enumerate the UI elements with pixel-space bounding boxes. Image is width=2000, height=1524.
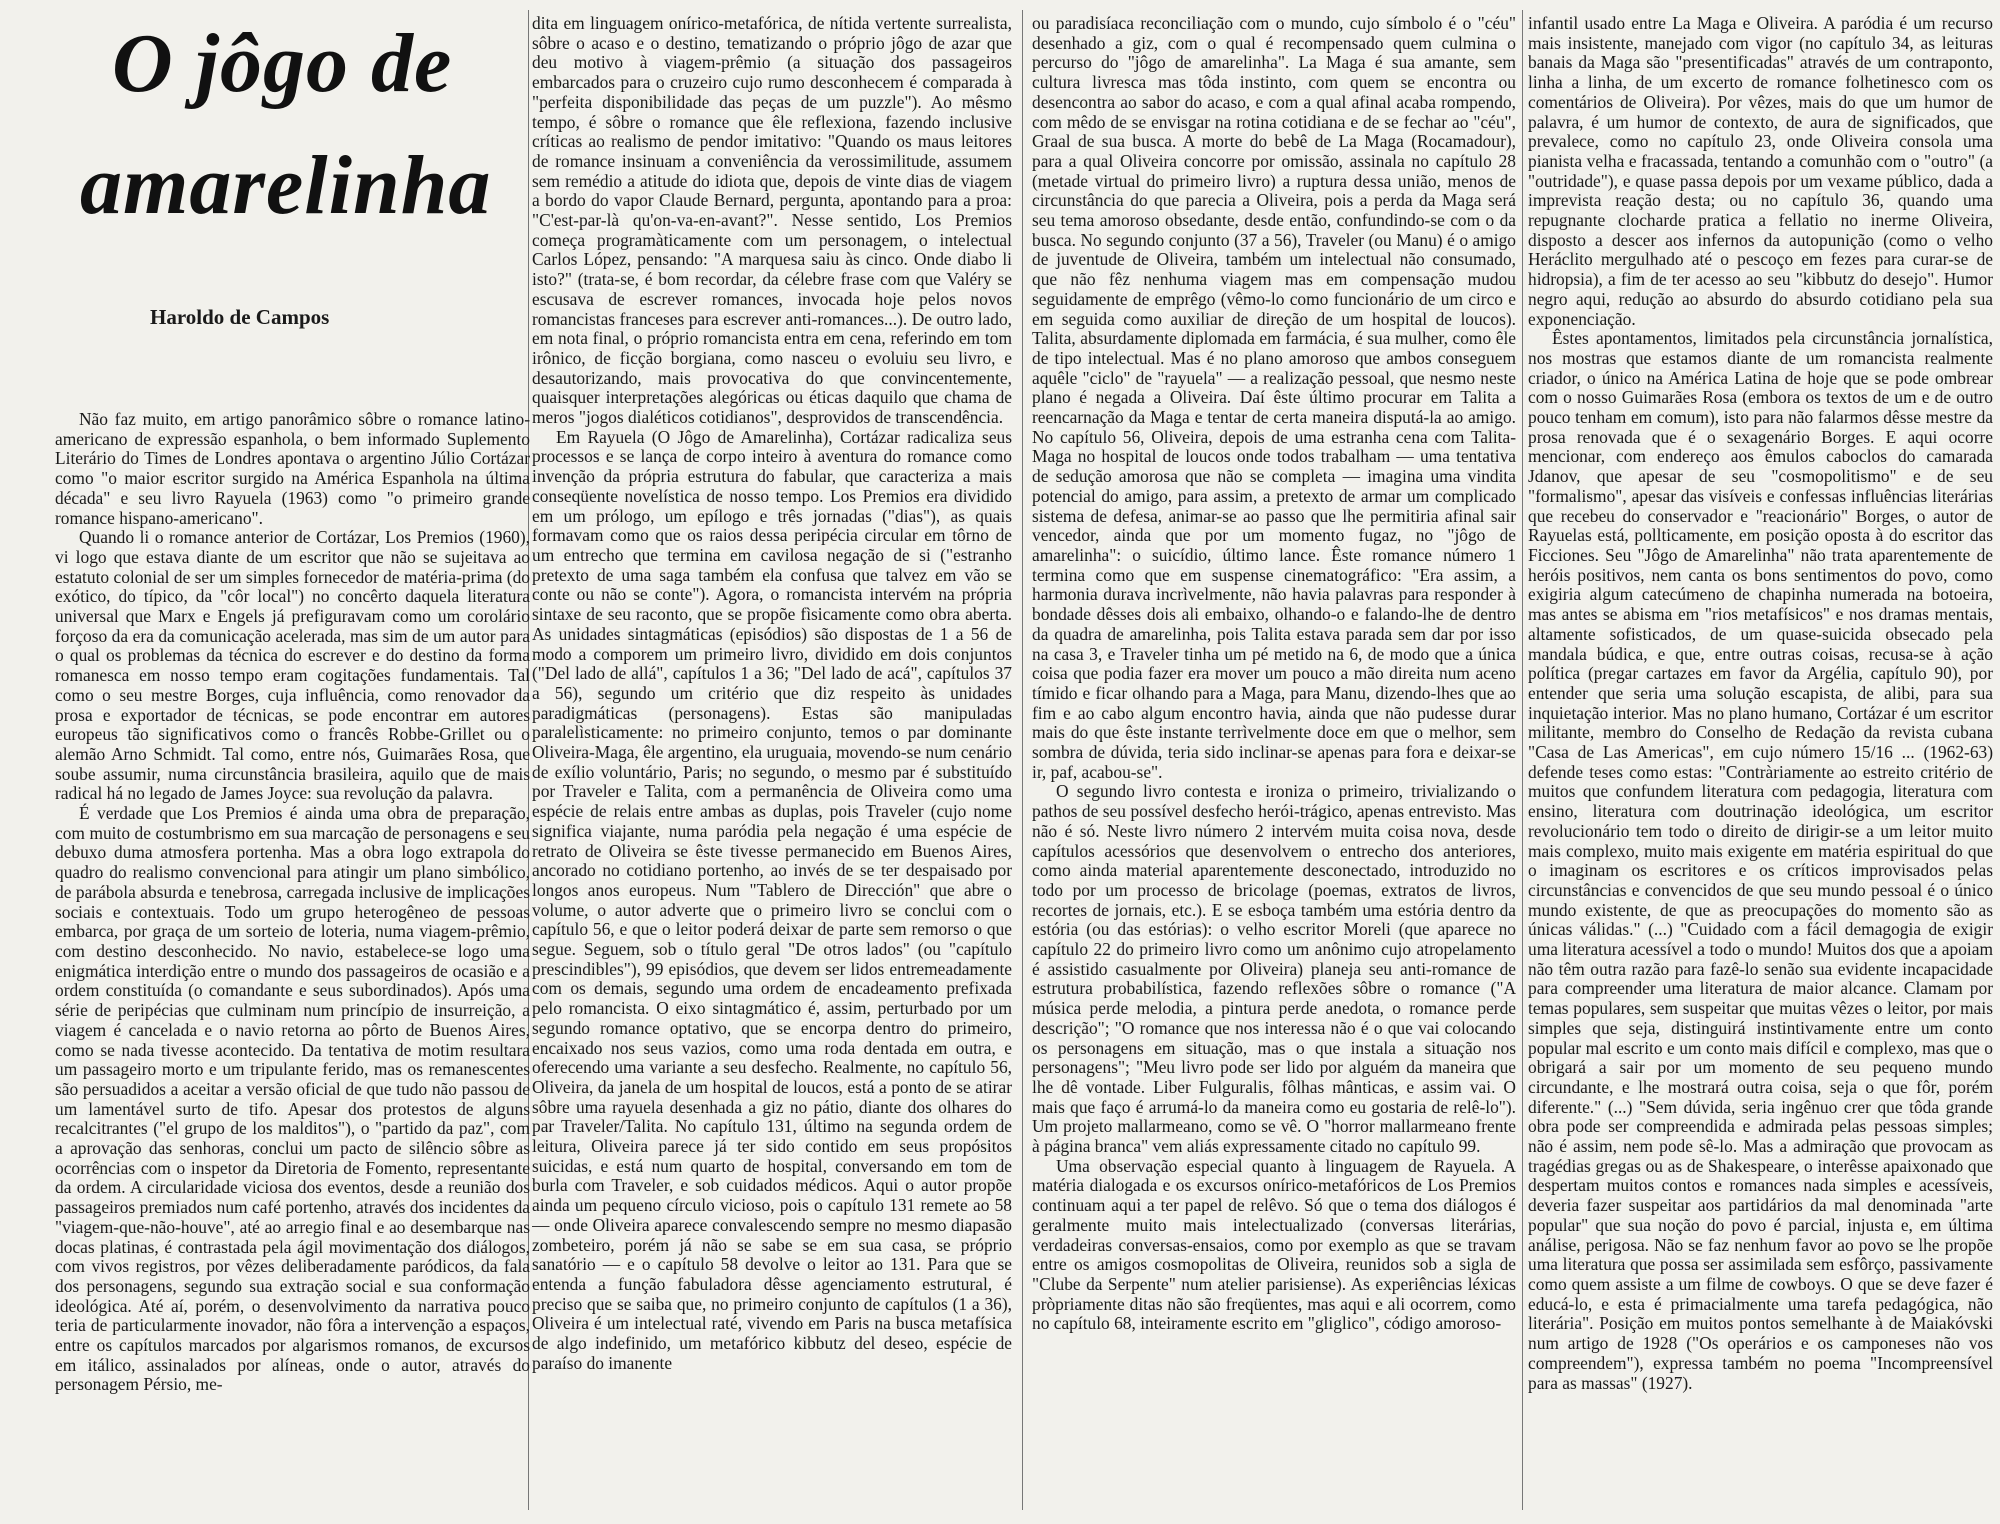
article-title-line-1: O jôgo de bbox=[112, 17, 453, 110]
paragraph: Êstes apontamentos, limitados pela circunstância jornalística, nos mostras que estamos diante de um romancista realmente criador, o único na América Latina de hoje que se pode ombrear com o nosso Guimarães Rosa (embora os textos de um e de outro pouco tenham em comum), isto para não falarmos dêsse mestre da prosa renovada que é o sexagenário Borges. E aqui ocorre mencionar, com endereço aos êmulos caboclos do camarada Jdanov, que apesar de seu "cosmopolitismo" e de seu "formalismo", apesar das visíveis e confessas influências literárias que recebeu do conservador e "reacionário" Borges, o autor de Rayuelas está, pollticamente, em posição oposta à do escritor das Ficciones. Seu "Jôgo de Amarelinha" não trata aparentemente de heróis positivos, nem canta os bons sentimentos do povo, como exigiria algum catecúmeno de chapinha numerada na botoeira, mas antes se abisma em "rios metafísicos" e nos dramas mentais, altamente sofisticados, de um quase-suicida obsecado pela mandala búdica, e que, entre outras coisas, recusa-se à ação política (pregar cartazes em favor da Argélia, capítulo 90), por entender que seria uma solução escapista, de alibi, para sua inquietação interior. Mas no plano humano, Cortázar é um escritor militante, membro do Conselho de Redação da revista cubana "Casa de Las Americas", em cujo número 15/16 ... (1962-63) defende teses como estas: "Contràriamente ao estreito critério de muitos que confundem literatura com pedagogia, literatura com ensino, literatura com doutrinação ideológica, um escritor revolucionário tem todo o direito de dirigir-se a um leitor muito mais complexo, muito mais exigente em matéria espiritual do que o imaginam os escritores e os críticos improvisados pelas circunstâncias e convencidos de que seu mundo pessoal é o único mundo existente, de que as preocupações do momento são as únicas válidas." (...) "Cuidado com a fácil demagogia de exigir uma literatura acessível a todo o mundo! Muitos dos que a apoiam não têm outra razão para fazê-lo senão sua evidente incapacidade para compreender uma literatura de maior alcance. Clamam por temas populares, sem suspeitar que muitas vêzes o leitor, por mais simples que seja, distinguirá instintivamente entre um conto popular mal escrito e um conto mais difícil e complexo, mas que o obrigará a sair por um momento de seu pequeno mundo circundante, e lhe mostrará outra coisa, seja o que fôr, porém diferente." (...) "Sem dúvida, seria ingênuo crer que tôda grande obra pode ser compreendida e admirada pelas pessoas simples; não é assim, nem pode sê-lo. Mas a admiração que provocam as tragédias gregas ou as de Shakespeare, o interêsse apaixonado que despertam muitos contos e romances nada simples e acessíveis, deveria fazer suspeitar aos partidários da mal denominada "arte popular" que sua noção do povo é parcial, injusta e, em última análise, perigosa. Não se faz nenhum favor ao povo se lhe propõe uma literatura que possa ser assimilada sem esfôrço, passivamente como quem assiste a um filme de cowboys. O que se deve fazer é educá-lo, e esta é primacialmente uma tarefa pedagógica, não literária". Posição em muitos pontos semelhante à de Maiakóvski num artigo de 1928 ("Os operários e os camponeses não vos compreendem"), expressa também no poema "Incompreensível para as massas" (1927). bbox=[1528, 328, 1993, 1393]
paragraph: Em Rayuela (O Jôgo de Amarelinha), Cortázar radicaliza seus processos e se lança de corpo inteiro à aventura do romance como invenção da própria estrutura do fabular, que caracteriza a mais conseqüente novelística de nosso tempo. Los Premios era dividido em um prólogo, um epílogo e três jornadas ("dias"), as quais formavam como que os raios dessa peripécia circular em tôrno de um entrecho que termina em cavilosa negação de si ("estranho pretexto de uma saga também ela confusa que talvez em vão se conte ou não se conte"). Agora, o romancista intervém na própria sintaxe de seu raconto, que se propõe fìsicamente como obra aberta. As unidades sintagmáticas (episódios) são dispostas de 1 a 56 de modo a comporem um primeiro livro, dividido em dois conjuntos ("Del lado de allá", capítulos 1 a 36; "Del lado de acá", capítulos 37 a 56), segundo um critério que diz respeito às unidades paradigmáticas (personagens). Estas são manipuladas paralelìsticamente: no primeiro conjunto, temos o par dominante Oliveira-Maga, êle argentino, ela uruguaia, movendo-se num cenário de exílio voluntário, Paris; no segundo, o mesmo par é substituído por Traveler e Talita, com a permanência de Oliveira como uma espécie de relais entre ambas as duplas, pois Traveler (cujo nome significa viajante, numa paródia pela negação é uma espécie de retrato de Oliveira se êste tivesse permanecido em Buenos Aires, ancorado no cotidiano portenho, ao invés de se ter despaisado por longos anos europeus. Num "Tablero de Dirección" que abre o volume, o autor adverte que o primeiro livro se conclui com o capítulo 56, e que o leitor poderá deixar de parte sem remorso o que segue. Seguem, sob o título geral "De otros lados" (ou "capítulo prescindibles"), 99 episódios, que devem ser lidos entremeadamente com os demais, segundo uma ordem de encadeamento prefixada pelo romancista. O eixo sintagmático é, assim, perturbado por um segundo romance optativo, que se encorpa dentro do primeiro, encaixado nos seus vazios, como uma roda dentada em outra, e oferecendo uma variante a seu desfecho. Realmente, no capítulo 56, Oliveira, da janela de um hospital de loucos, está a ponto de se atirar sôbre uma rayuela desenhada a giz no pátio, diante dos olhares do par Traveler/Talita. No capítulo 131, último na segunda ordem de leitura, Oliveira parece já ter sido contido em seus propósitos suicidas, e está num quarto de hospital, conversando em tom de burla com Traveler, e sob cuidados médicos. Aqui o autor propõe ainda um pequeno círculo vicioso, pois o capítulo 131 remete ao 58 — onde Oliveira aparece convalescendo sempre no mesmo diapasão zombeteiro, porém já não se sabe se em sua casa, se próprio sanatório — e o capítulo 58 devolve o leitor ao 131. Para que se entenda a função fabuladora dêsse agenciamento estrutural, é preciso que se saiba que, no primeiro conjunto de capítulos (1 a 36), Oliveira é um intelectual raté, vivendo em Paris na busca metafísica de algo indefinido, um metafórico kibbutz del deseo, espécie de paraíso do imanente bbox=[532, 426, 1012, 1373]
text-column-4 bbox=[1528, 14, 1993, 1514]
text-column-3 bbox=[1032, 14, 1516, 1514]
article-byline: Haroldo de Campos bbox=[150, 305, 330, 329]
paragraph: Quando li o romance anterior de Cortázar, Los Premios (1960), vi logo que estava diante de um escritor que não se sujeitava ao estatuto colonial de ser um simples fornecedor de matéria-prima (do exótico, do típico, da "côr local") no concêrto daquela literatura universal que Marx e Engels já prefiguravam como um corolário forçoso da era da comunicação acelerada, mas sim de um autor para o qual os problemas da técnica do escrever e do destino da forma romanesca em nosso tempo eram cogitações fundamentais. Tal como o seu mestre Borges, cuja influência, como renovador da prosa e exportador de técnicas, se pode encontrar em autores europeus tão significativos como o francês Robbe-Grillet ou o alemão Arno Schmidt. Tal como, entre nós, Guimarães Rosa, que soube assumir, numa circunstância brasileira, aquilo que de mais radical há no legado de James Joyce: sua revolução da palavra. bbox=[55, 527, 530, 804]
paragraph: É verdade que Los Premios é ainda uma obra de preparação, com muito de costumbrismo em sua marcação de personagens e seu debuxo duma atmosfera portenha. Mas a obra logo extrapola do quadro do realismo convencional para atingir um plano simbólico, de parábola absurda e tenebrosa, carregada inclusive de implicações sociais e contextuais. Todo um grupo heterogêneo de pessoas embarca, por graça de um sorteio de loteria, numa viagem-prêmio, com destino desconhecido. No navio, estabelece-se logo uma enigmática interdição entre o mundo dos passageiros de ocasião e a ordem constituída (o comandante e seus subordinados). Após uma série de peripécias que culminam num princípio de insurreição, a viagem é cancelada e o navio retorna ao pôrto de Buenos Aires, como se nada tivesse acontecido. Da tentativa de motim resultara um passageiro morto e um tripulante ferido, mas os remanescentes são persuadidos a aceitar a versão oficial de que tudo não passou de um lamentável surto de tifo. Apesar dos protestos de alguns recalcitrantes ("el grupo de los malditos"), o "partido da paz", com a aprovação das senhoras, conclui um pacto de silêncio sôbre as ocorrências com o inspetor da Diretoria de Fomento, representante da ordem. A circularidade viciosa dos eventos, desde a reunião dos passageiros premiados num café portenho, através dos incidentes da "viagem-que-não-houve", até ao arregio final e ao desembarque nas docas platinas, é contrastada pela ágil movimentação dos diálogos, com vivos registros, por vêzes deliberadamente paródicos, da fala dos personagens, segundo sua extração social e sua conformação ideológica. Até aí, porém, o desenvolvimento da narrativa pouco teria de particularmente inovador, não fôra a intervenção a espaços, entre os capítulos marcados por algarismos romanos, de excursos em itálico, assinalados por alíneas, onde o autor, através do personagem Pérsio, me- bbox=[55, 803, 530, 1395]
text-column-1 bbox=[55, 410, 530, 1515]
paragraph: infantil usado entre La Maga e Oliveira. A paródia é um recurso mais insistente, manejado com vigor (no capítulo 34, as leituras banais da Maga são "presentificadas" através de um contraponto, linha a linha, de um excerto de romance folhetinesco com os comentários de Oliveira). Por vêzes, mais do que um humor de palavra, é um humor de contexto, de aura de significados, que prevalece, como no capítulo 23, onde Oliveira consola uma pianista velha e fracassada, tentando a comunhão com o "outro" (a "outridade"), e quase passa depois por um vexame público, dada a imprevista reação desta; ou no capítulo 36, quando uma repugnante clocharde pratica a fellatio no inerme Oliveira, disposto a descer aos infernos da autopunição (como o velho Heráclito mergulhado até o pescoço em fezes para curar-se de hidropsia), a fim de ter acesso ao seu "kibbutz do desejo". Humor negro aqui, redução ao absurdo do absurdo cotidiano pela sua exponenciação. bbox=[1528, 14, 1993, 329]
text-column-2 bbox=[532, 14, 1012, 1514]
paragraph: Uma observação especial quanto à linguagem de Rayuela. A matéria dialogada e os excursos onírico-metafóricos de Los Premios continuam aqui a ter papel de relêvo. Só que o tema dos diálogos é geralmente muito mais intelectualizado (conversas literárias, verdadeiras conversas-ensaios, como por exemplo as que se travam entre os amigos cosmopolitas de Oliveira, reunidos sob a sigla de "Clube da Serpente" num atelier parisiense). As experiências léxicas pròpriamente ditas não são freqüentes, mas aqui e ali ocorrem, como no capítulo 68, inteiramente escrito em "gliglico", código amoroso- bbox=[1032, 1155, 1516, 1334]
column-divider bbox=[1522, 10, 1523, 1510]
column-divider bbox=[1022, 10, 1023, 1510]
paragraph: dita em linguagem onírico-metafórica, de nítida vertente surrealista, sôbre o acaso e o destino, tematizando o próprio jôgo de azar que deu motivo à viagem-prêmio (a situação dos passageiros embarcados para o cruzeiro cujo rumo desconhecem é comparada à "perfeita disponibilidade das peças de um puzzle"). Ao mêsmo tempo, é sôbre o romance que êle reflexiona, fazendo inclusive críticas ao realismo de pendor imitativo: "Quando os maus leitores de romance insinuam a conveniência da verossimilitude, assumem sem remédio a atitude do idiota que, depois de vinte dias de viagem a bordo do vapor Claude Bernard, pergunta, apontando para a proa: "C'est-par-là qu'on-va-en-avant?". Nesse sentido, Los Premios começa programàticamente com um personagem, o intelectual Carlos López, pensando: "A marquesa saiu às cinco. Onde diabo li isto?" (trata-se, é bom recordar, da célebre frase com que Valéry se escusava de escrever romances, invocada hoje pelos novos romancistas franceses para escrever anti-romances...). De outro lado, em nota final, o próprio romancista entra em cena, referindo em tom irônico, de ficção borgiana, como nasceu o evoluiu seu livro, e desautorizando, mais provocativa do que convincentemente, quaisquer interpretações alegóricas ou éticas daquilo que chama de meros "jogos dialéticos cotidianos", desprovidos de transcendência. bbox=[532, 14, 1012, 428]
paragraph: O segundo livro contesta e ironiza o primeiro, trivializando o pathos de seu possível desfecho herói-trágico, apenas entrevisto. Mas não é só. Neste livro número 2 intervém muita coisa nova, desde capítulos acessórios que desenvolvem o entrecho dos anteriores, como ainda material aparentemente desconectado, introduzido no todo por um processo de bricolage (poemas, extratos de livros, recortes de jornais, etc.). E se esboça também uma estória dentro da estória (ou das estórias): o velho escritor Moreli (que aparece no capítulo 22 do primeiro livro como um anônimo cujo atropelamento é assistido casualmente por Oliveira) planeja seu anti-romance de estrutura probabilística, fazendo reflexões sôbre o romance ("A música perde melodia, a pintura perde anedota, o romance perde descrição"; "O romance que nos interessa não é o que vai colocando os personagens em situação, mas o que instala a situação nos personagens"; "Meu livro pode ser lido por alguém da maneira que lhe dê vontade. Liber Fulguralis, fôlhas mânticas, e assim vai. O mais que faço é arrumá-lo da maneira como eu gostaria de relê-lo"). Um projeto mallarmeano, como se vê. O "horror mallarmeano frente à página branca" vem aliás expressamente citado no capítulo 99. bbox=[1032, 781, 1516, 1157]
paragraph: Não faz muito, em artigo panorâmico sôbre o romance latino-americano de expressão espanhola, o bem informado Suplemento Literário do Times de Londres apontava o argentino Júlio Cortázar como "o maior escritor surgido na América Espanhola na última década" e seu livro Rayuela (1963) como "o primeiro grande romance hispano-americano". bbox=[55, 410, 530, 528]
article-title-line-2: amarelinha bbox=[80, 139, 492, 232]
paragraph: ou paradisíaca reconciliação com o mundo, cujo símbolo é o "céu" desenhado a giz, com o qual é recompensado quem culmina o percurso do "jôgo de amarelinha". La Maga é sua amante, sem cultura livresca mas tôda instinto, com quem se encontra ou desencontra ao sabor do acaso, e com a qual afinal acaba rompendo, com mêdo de se envisgar na rotina cotidiana e de se fechar ao "céu", Graal de sua busca. A morte do bebê de La Maga (Rocamadour), para a qual Oliveira concorre por omissão, assinala no capítulo 28 (metade virtual do primeiro livro) a ruptura dessa união, menos de circunstância do que parecia a Oliveira, pois a perda da Maga será seu tema amoroso obsedante, desde então, confundindo-se com o da busca. No segundo conjunto (37 a 56), Traveler (ou Manu) é o amigo de juventude de Oliveira, também um intelectual não consumado, que não fêz nenhuma viagem mas em compensação mudou seguidamente de emprêgo (vêmo-lo como funcionário de um circo e em seguida como auxiliar de direção de um hospital de loucos). Talita, absurdamente diplomada em farmácia, é sua mulher, como êle de tipo intelectual. Mas é no plano amoroso que ambos conseguem aquêle "ciclo" de "rayuela" — a realização pessoal, que nesmo neste plano é negada a Oliveira. Daí êste último procurar em Talita a reencarnação da Maga e tentar de certa maneira disputá-la ao amigo. No capítulo 56, Oliveira, depois de uma estranha cena com Talita-Maga no hospital de loucos onde todos trabalham — uma tentativa de sedução amorosa que não se completa — imagina uma vindita potencial do amigo, para assim, a pretexto de armar um complicado sistema de defesa, animar-se ao passo que lhe permitiria afinal sair vencedor, ainda que por um momento fugaz, no "jôgo de amarelinha": o suicídio, último lance. Êste romance número 1 termina como que em suspense cinematográfico: "Era assim, a harmonia durava incrìvelmente, não havia palavras para responder à bondade dêsses dois ali embaixo, olhando-o e falando-lhe de dentro da quadra de amarelinha, pois Talita estava parada sem dar por isso na casa 3, e Traveler tinha um pé metido na 6, de modo que a única coisa que podia fazer era mover um pouco a mão direita num aceno tímido e ficar olhando para a Maga, para Manu, dizendo-lhes que ao fim e ao cabo algum encontro havia, ainda que não pudesse durar mais do que êste instante terrìvelmente doce em que o melhor, sem sombra de dúvida, teria sido inclinar-se apenas para fora e deixar-se ir, paf, acabou-se". bbox=[1032, 14, 1516, 782]
